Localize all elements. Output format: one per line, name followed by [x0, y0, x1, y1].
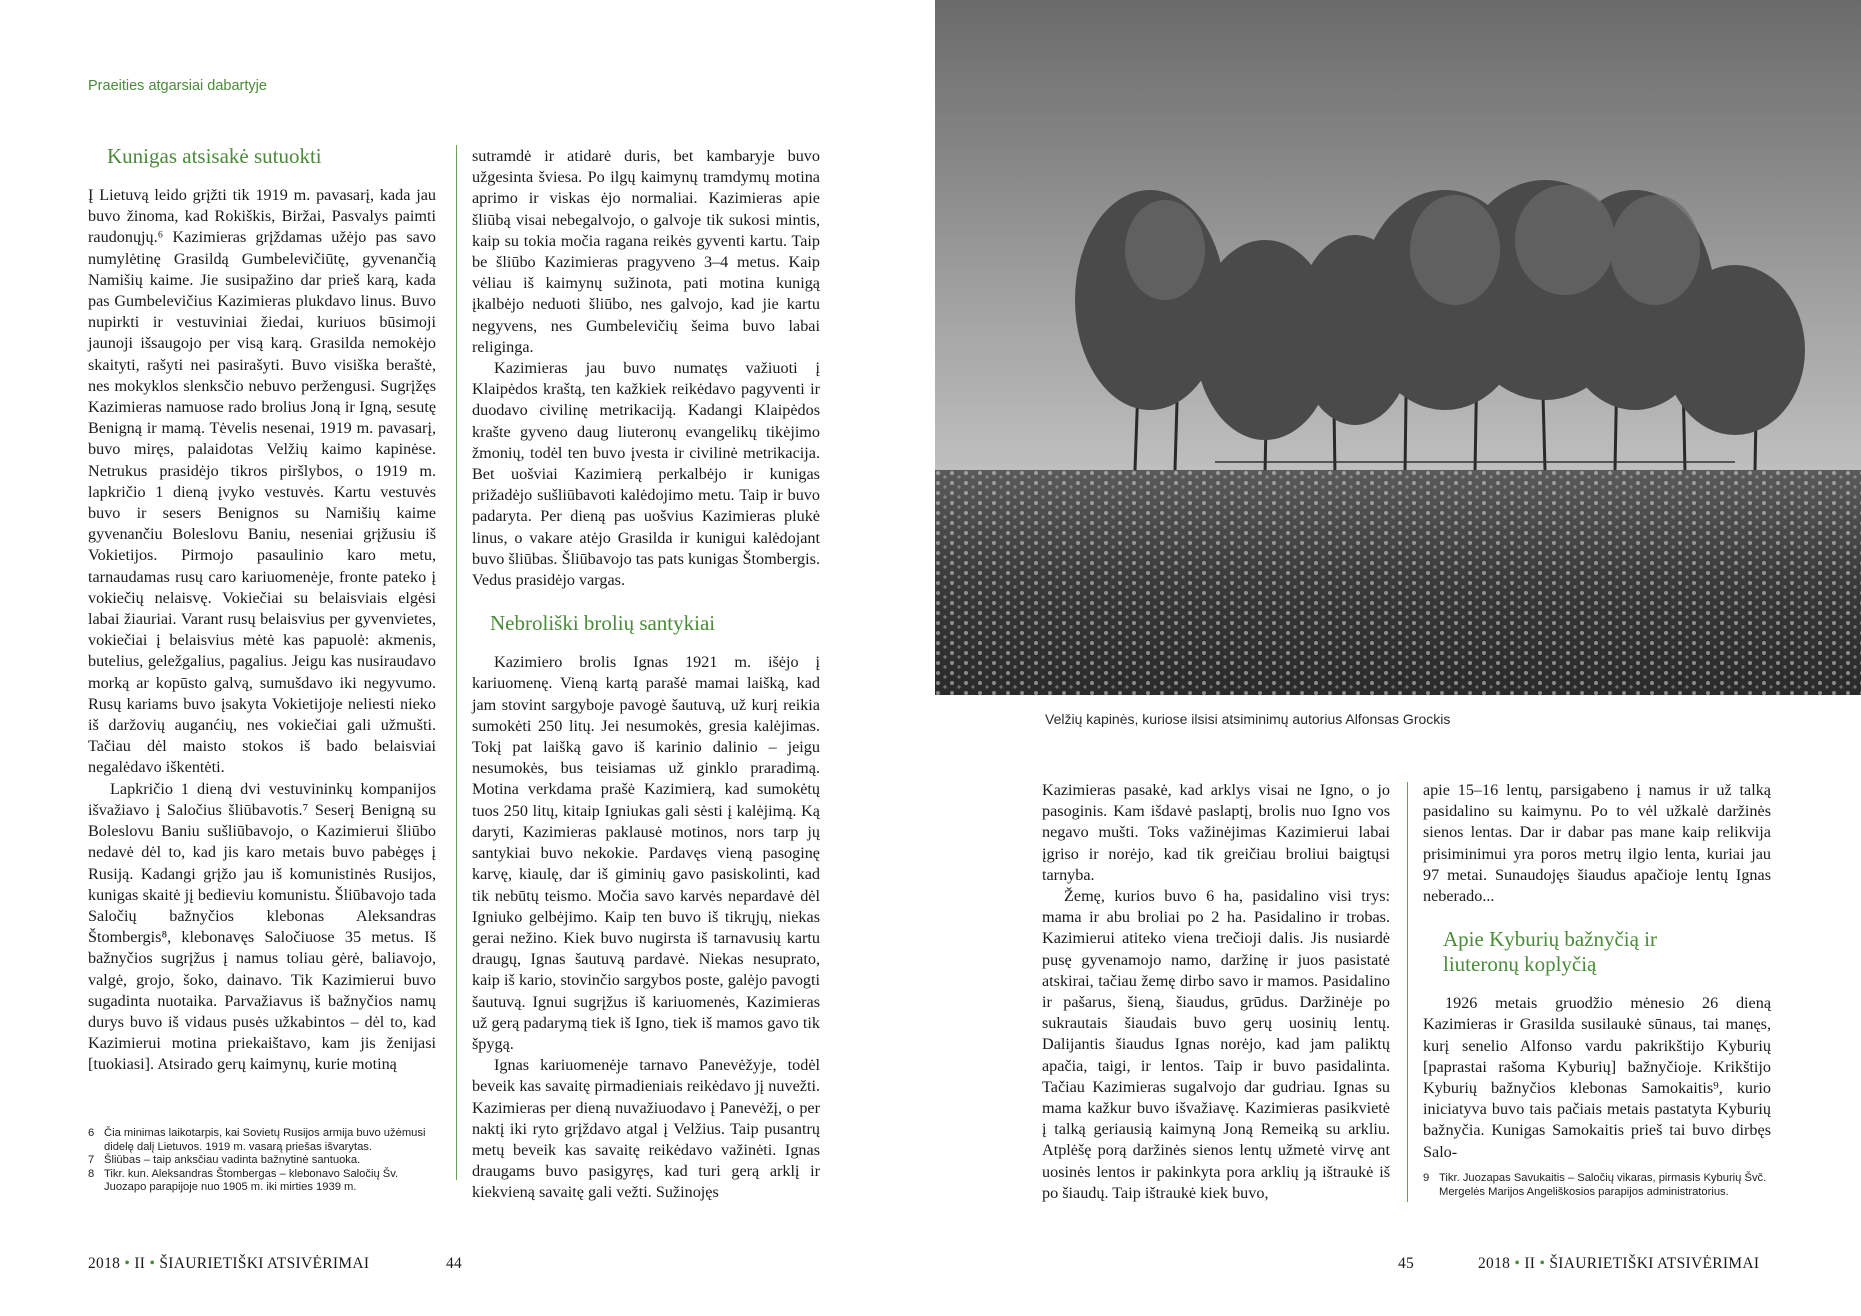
- column-rule-left: [456, 145, 457, 1180]
- paragraph: Lapkričio 1 dieną dvi vestuvininkų kompanijos išvažiavo į Saločius šliūbavotis.⁷ Seserį Benigną su Boleslovu Baniu sušliūbavojo, o Kazimierui šliūbo nedavė dėl to, kad jis karo metais buvo pabėgęs į Rusiją. Kadangi grįžo jau iš komunistinės Rusijos, kunigas skaitė jį bedieviu komunistu. Šliūbavojo tada Saločių bažnyčios klebonas Aleksandras Štombergis⁸, klebonavęs Saločiuose 35 metus. Iš bažnyčios sugrįžus į namus toliau gėrė, baliavojo, valgė, grojo, šoko, dainavo. Tik Kazimierui buvo sugadinta nuotaika. Parvažiavus iš bažnyčios namų durys buvo iš vidaus pusės užkabintos – dėl to, kad Kazimierui motina priekaištavo, kam jis ženijasi [tuokiasi]. Atsirado gerų kaimynų, kurie motiną: [88, 779, 436, 1074]
- footer-left: [88, 1255, 369, 1273]
- paragraph: Kazimiero brolis Ignas 1921 m. išėjo į kariuomenę. Vieną kartą parašė mamai laišką, kad jam stovint sargyboje pavogė šautuvą, už kurį reikia sumokėti 250 litų. Jei nesumokės, gresia kalėjimas. Tokį pat laišką gavo iš karinio dalinio – jeigu nesumokės, bus teisiamas už ginklo praradimą. Motina verkdama prašė Kazimierą, kad sumokėtų tuos 250 litų, kitaip Igniukas gali sėsti į kalėjimą. Ką daryti, Kazimieras paklausė motinos, nors tarp jų santykiai buvo nekokie. Pardavęs vieną pasoginę karvę, kiaulę, dar iš giminių gavo pasiskolinti, kad tik nebūtų teismo. Močia savo karvės nepardavė dėl Igniuko gelbėjimo. Kaip ten buvo iš tikrųjų, niekas gerai nežino. Kiek buvo nugirsta iš tarnavusių kartu draugų, Ignas šautuvą pardavė. Niekas nesuprato, kaip iš kario, stovinčio sargybos poste, galėjo pavogti šautuvą. Ignui sugrįžus iš kariuomenės, Kazimieras už gerą padarymą tiek iš Igno, tiek iš mamos gavo tik špygą.: [472, 653, 820, 1053]
- footnote: 8 Tikr. kun. Aleksandras Štombergas – klebonavo Saločių Šv. Juozapo parapijoje nuo 1905 m. iki mirties 1939 m.: [88, 1167, 399, 1194]
- footnotes-left: [88, 1127, 436, 1195]
- footer-journal: ŠIAURIETIŠKI ATSIVĖRIMAI: [159, 1255, 370, 1272]
- page-number-right: 45: [1398, 1255, 1415, 1272]
- footnote: 7 Šliūbas – taip anksčiau vadinta bažnytinė santuoka.: [88, 1154, 361, 1167]
- right-column-2: [1423, 780, 1771, 1163]
- section-heading-1: Kunigas atsisakė sutuokti: [107, 144, 322, 168]
- paragraph: Į Lietuvą leido grįžti tik 1919 m. pavasarį, kada jau buvo žinoma, kad Rokiškis, Biržai, Pasvalys paimti raudonųjų.⁶ Kazimieras grįždamas užėjo pas savo numylėtinę Grasildą Gumbelevičiūtę, gyvenančią Namišių kaime. Jie susipažino dar prieš karą, kada pas Gumbelevičius Kazimieras plukdavo linus. Buvo nupirkti ir vestuviniai žiedai, kuriuos būsimoji jaunoji išsaugojo per visą karą. Grasilda nemokėjo skaityti, rašyti nei pasirašyti. Buvo visiška beraštė, nes mokyklos slenksčio nebuvo peržengusi. Sugrįžęs Kazimieras namuose rado brolius Joną ir Igną, sesutę Benigną ir mamą. Tėvelis nesenai, 1919 m. pavasarį, buvo miręs, palaidotas Velžių kaimo kapinėse. Netrukus prasidėjo tikros piršlybos, o 1919 m. lapkričio 1 dieną įvyko vestuvės. Kartu vestuvės buvo ir sesers Benignos su Namišių kaime gyvenančiu Boleslovu Baniu, neseniai grįžusiu iš Vokietijos. Pirmojo pasaulinio karo metu, tarnaudamas rusų caro kariuomenėje, fronte pateko į vokiečių nelaisvę. Vokiečiai su belaisviais elgėsi labai žiauriai. Varant rusų belaisvius per gyvenvietes, vokiečiai į belaisvius mėtė kas papuolė: akmenis, butelius, geležgalius, pagalius. Jeigu kas nusiraudavo morką ar kopūsto galvą, sumušdavo iki negyvumo. Rusų kariams buvo įsakyta Vokietijoje neliesti nieko iš daržovių auganćių, nes vokiečiai gali užmušti. Tačiau dėl maisto stokos iš bado belaisviai negalėdavo iškentėti.: [88, 186, 436, 777]
- paragraph: sutramdė ir atidarė duris, bet kambaryje buvo užgesinta šviesa. Po ilgų kaimynų tramdymų motina aprimo ir viskas ėjo normaliai. Kazimieras apie šliūbą visai nebegalvojo, o galvoje tik sukosi mintis, kaip su tokia močia ragana reikės gyventi kartu. Taip be šliūbo Kazimieras pragyveno 3–4 metus. Kaip vėliau iš kaimynų sužinota, pati motina kunigą įkalbėjo neduoti šliūbo, nes galvojo, kad jie kartu negyvens, nes Gumbelevičių šeima buvo labai religinga.: [472, 147, 820, 356]
- left-column-2: [472, 146, 820, 1204]
- footer-separator: •: [1539, 1255, 1546, 1272]
- right-column-1: [1042, 780, 1390, 1204]
- paragraph: apie 15–16 lentų, parsigabeno į namus ir už talką pasidalino su kaimynu. Po to vėl užkalė daržinės sienos lentas. Dar ir dabar pas mane kaip relikvija prisiminimui yra poros metrų ilgio lenta, kuriai jau 97 metai. Sunaudojęs šiaudus apačioje lentų Ignas neberado...: [1423, 781, 1771, 906]
- footer-separator: •: [1514, 1255, 1521, 1272]
- page-number-left: 44: [446, 1255, 463, 1272]
- paragraph: Ignas kariuomenėje tarnavo Panevėžyje, todėl beveik kas savaitę pirmadieniais reikėdavo jį nuvežti. Kazimieras per dieną nuvažiuodavo į Panevėžį, o per naktį iki ryto grįždavo atgal į Velžius. Taip pusantrų metų beveik kas savaitę reikėdavo važinėti. Ignas draugams buvo pasigyręs, kad turi gerą arklį ir kiekvieną savaitę gali vežti. Sužinojęs: [472, 1056, 820, 1202]
- photo-caption: Velžių kapinės, kuriose ilsisi atsiminimų autorius Alfonsas Grockis: [1045, 711, 1451, 727]
- footer-separator: •: [124, 1255, 131, 1272]
- footer-separator: •: [149, 1255, 156, 1272]
- footer-issue: II: [1524, 1255, 1536, 1272]
- footer-year: 2018: [1478, 1255, 1511, 1272]
- footnote: 6 Čia minimas laikotarpis, kai Sovietų Rusijos armija buvo užėmusi didelę dalį Lietuvos. 1919 m. vasarą priešas išvarytas.: [88, 1127, 426, 1153]
- paragraph: Žemę, kurios buvo 6 ha, pasidalino visi trys: mama ir abu broliai po 2 ha. Pasidalino ir trobas. Kazimierui atiteko viena trečioji dalis. Jis nusiardė pusę gyvenamojo namo, daržinę ir juos pasistatė atskirai, tačiau žemę dirbo savo ir mamos. Pasidalino ir pašarus, šieną, šiaudus, grūdus. Daržinėje po sukrautais šiaudais buvo gerų uosinių lentų. Dalijantis šiaudus Ignas norėjo, kad jam paliktų apačia, taigi, ir lentos. Taip ir buvo pasidalinta. Tačiau Kazimieras sugalvojo dar gudriau. Ignas su mama kažkur buvo išvažiavę. Kazimieras pasikvietė į talką geriausią kaimyną Joną Remeiką su arkliu. Atplėšę porą daržinės sienos lentų užmetė virvę ant uosinės lentos ir pakinkyta pora arklių ją ištraukė iš po šiaudų. Taip ištraukė kiek buvo,: [1042, 887, 1390, 1202]
- cemetery-photo-illustration: [935, 0, 1861, 695]
- footer-journal: ŠIAURIETIŠKI ATSIVĖRIMAI: [1549, 1255, 1760, 1272]
- section-heading-2: Nebroliški brolių santykiai: [490, 611, 716, 636]
- paragraph: Kazimieras jau buvo numatęs važiuoti į Klaipėdos kraštą, ten kažkiek reikėdavo pagyventi ir duodavo civilinę metrikaciją. Kadangi Klaipėdos krašte gyveno daug liuteronų evangelikų tikėjimo žmonių, todėl ten buvo įvesta ir civilinė metrikacija. Bet uošviai Kazimierą perkalbėjo ir kunigas prižadėjo sušliūbavoti kalėdojimo metu. Taip ir buvo padaryta. Per dieną pas uošvius Kazimieras plukė linus, o vakare atėjo Grasilda ir kunigui kalėdojant buvo šliūbas. Šliūbavojo tas pats kunigas Štombergis. Vedus prasidėjo vargas.: [472, 359, 820, 590]
- footer-right: [1478, 1255, 1759, 1273]
- running-head: Praeities atgarsiai dabartyje: [88, 78, 267, 94]
- footnote: 9 Tikr. Juozapas Savukaitis – Saločių vikaras, pirmasis Kyburių Švč. Mergelės Marijos Angeliškosios parapijos administratorius.: [1423, 1172, 1767, 1198]
- cemetery-photo: [935, 0, 1861, 695]
- paragraph: Kazimieras pasakė, kad arklys visai ne Igno, o jo pasoginis. Kam išdavė paslaptį, brolis nuo Igno vos negavo mušti. Toks važinėjimas Kazimierui labai įgriso ir norėjo, kad tik greičiau broliui baigtųsi tarnyba.: [1042, 781, 1390, 884]
- section-heading-3: Apie Kyburių bažnyčią ir liuteronų koplyčią: [1443, 927, 1658, 977]
- footnotes-right: [1423, 1172, 1771, 1199]
- footer-issue: II: [134, 1255, 146, 1272]
- left-column-1: [88, 144, 436, 1076]
- paragraph: 1926 metais gruodžio mėnesio 26 dieną Kazimieras ir Grasilda susilaukė sūnaus, tai manęs, kurį senelio Alfonso vardu pakrikštijo Kyburių [paprastai rašoma Kyburių] bažnyčioje. Krikštijo Kyburių bažnyčios klebonas Samokaitis⁹, kurio iniciatyva buvo tais pačiais metais pastatyta Kyburių bažnyčia. Kunigas Samokaitis prieš tai buvo dirbęs Salo-: [1423, 994, 1771, 1161]
- footer-year: 2018: [88, 1255, 121, 1272]
- column-rule-right: [1407, 782, 1408, 1202]
